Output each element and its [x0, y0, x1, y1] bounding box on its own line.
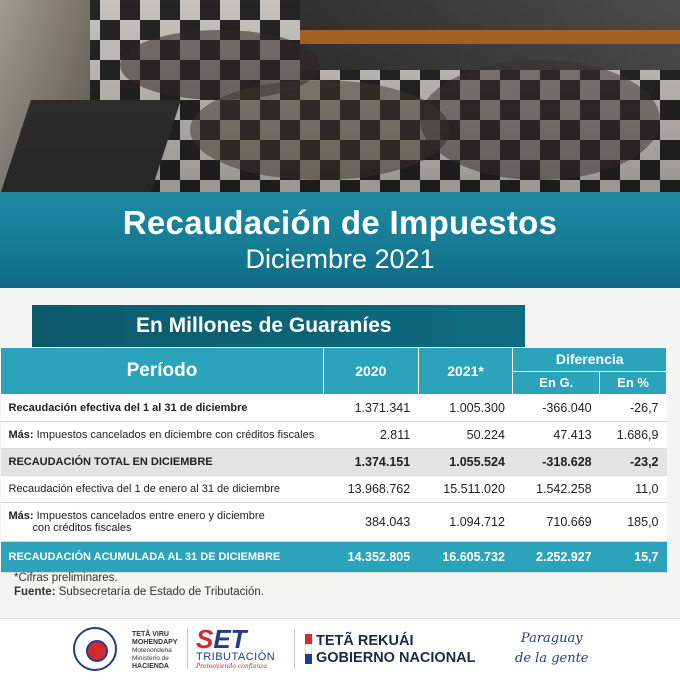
- cell-2020: 2.811: [324, 422, 419, 449]
- gov-line2: GOBIERNO NACIONAL: [316, 650, 476, 666]
- cell-diff-pct: 15,7: [600, 542, 667, 573]
- col-diff-pct: En %: [600, 371, 667, 395]
- cell-diff-g: 710.669: [513, 503, 600, 542]
- cell-2021: 15.511.020: [418, 476, 513, 503]
- title-banner: [0, 192, 680, 288]
- row-label: RECAUDACIÓN TOTAL EN DICIEMBRE: [1, 449, 324, 476]
- col-2020: 2020: [324, 348, 419, 395]
- revenue-table: [0, 347, 667, 573]
- cell-2021: 1.055.524: [418, 449, 513, 476]
- ministry-logo: [132, 631, 192, 671]
- row-label: RECAUDACIÓN ACUMULADA AL 31 DE DICIEMBRE: [1, 542, 324, 573]
- source-text: Subsecretaría de Estado de Tributación.: [58, 586, 264, 598]
- header-photo: [0, 0, 680, 195]
- table-row-accumulated: [1, 542, 667, 573]
- cell-2020: 384.043: [324, 503, 419, 542]
- set-name: TRIBUTACIÓN: [196, 651, 276, 663]
- cell-2021: 1.005.300: [418, 395, 513, 422]
- col-diff-g: En G.: [513, 371, 600, 395]
- row-label: Recaudación efectiva del 1 al 31 de diciembre: [1, 395, 324, 422]
- cell-2020: 13.968.762: [324, 476, 419, 503]
- cell-diff-pct: 185,0: [600, 503, 667, 542]
- row-label: Recaudación efectiva del 1 de enero al 31 de diciembre: [1, 476, 324, 503]
- ministry-line3: Motenondeha: [132, 647, 172, 654]
- cell-diff-pct: 1.686,9: [600, 422, 667, 449]
- footnotes: [14, 571, 264, 599]
- cell-diff-g: -366.040: [513, 395, 600, 422]
- ministry-line2: MOHENDAPY: [132, 639, 178, 646]
- cell-diff-g: 1.542.258: [513, 476, 600, 503]
- col-2021: 2021*: [418, 348, 513, 395]
- set-logo: [196, 624, 286, 670]
- slogan-line2: de la gente: [515, 651, 589, 666]
- note-source: [14, 585, 264, 599]
- cell-2021: 1.094.712: [418, 503, 513, 542]
- row-prefix: Más:: [8, 429, 34, 441]
- cell-2020: 14.352.805: [324, 542, 419, 573]
- cell-diff-g: 47.413: [513, 422, 600, 449]
- row-text-line2: con créditos fiscales: [32, 522, 132, 534]
- row-label: [1, 503, 324, 542]
- footer-divider: [294, 629, 295, 669]
- ministry-line1: TETÃ VIRU: [132, 631, 169, 638]
- cell-2021: 16.605.732: [418, 542, 513, 573]
- table-row-total: [1, 449, 667, 476]
- ministry-line4: Ministerio de: [132, 655, 169, 662]
- cell-diff-g: -318.628: [513, 449, 600, 476]
- set-logo-b: ET: [213, 624, 247, 654]
- set-logo-a: S: [196, 624, 214, 654]
- col-period: Período: [1, 348, 324, 395]
- note-preliminary: *Cifras preliminares.: [14, 572, 118, 584]
- ministry-line5: HACIENDA: [132, 663, 169, 670]
- government-logo: [304, 633, 476, 667]
- row-label: [1, 422, 324, 449]
- source-label: Fuente:: [14, 586, 56, 598]
- cell-2020: 1.371.341: [324, 395, 419, 422]
- col-difference: Diferencia: [513, 348, 667, 372]
- row-text: Impuestos cancelados entre enero y diciembre: [36, 510, 265, 522]
- cell-diff-g: 2.252.927: [513, 542, 600, 573]
- gov-line1: TETÃ REKUÁI: [316, 633, 414, 649]
- cell-diff-pct: 11,0: [600, 476, 667, 503]
- footer-logos: [0, 618, 680, 680]
- slogan-logo: [515, 629, 589, 669]
- slogan-line1: Paraguay: [520, 631, 583, 646]
- row-text: Impuestos cancelados en diciembre con créditos fiscales: [36, 429, 315, 441]
- national-seal-icon: [73, 627, 117, 671]
- table-row: [1, 422, 667, 449]
- cell-2021: 50.224: [418, 422, 513, 449]
- row-prefix: Más:: [8, 510, 34, 522]
- cell-diff-pct: -26,7: [600, 395, 667, 422]
- cell-2020: 1.374.151: [324, 449, 419, 476]
- footer-divider: [187, 629, 188, 669]
- unit-label: En Millones de Guaraníes: [32, 305, 525, 347]
- table-row: [1, 503, 667, 542]
- table-row: [1, 476, 667, 503]
- page-title: Recaudación de Impuestos: [122, 204, 558, 241]
- set-tagline: Promoviendo confianza: [196, 663, 267, 670]
- page-subtitle: Diciembre 2021: [245, 244, 435, 274]
- cell-diff-pct: -23,2: [600, 449, 667, 476]
- table-row: [1, 395, 667, 422]
